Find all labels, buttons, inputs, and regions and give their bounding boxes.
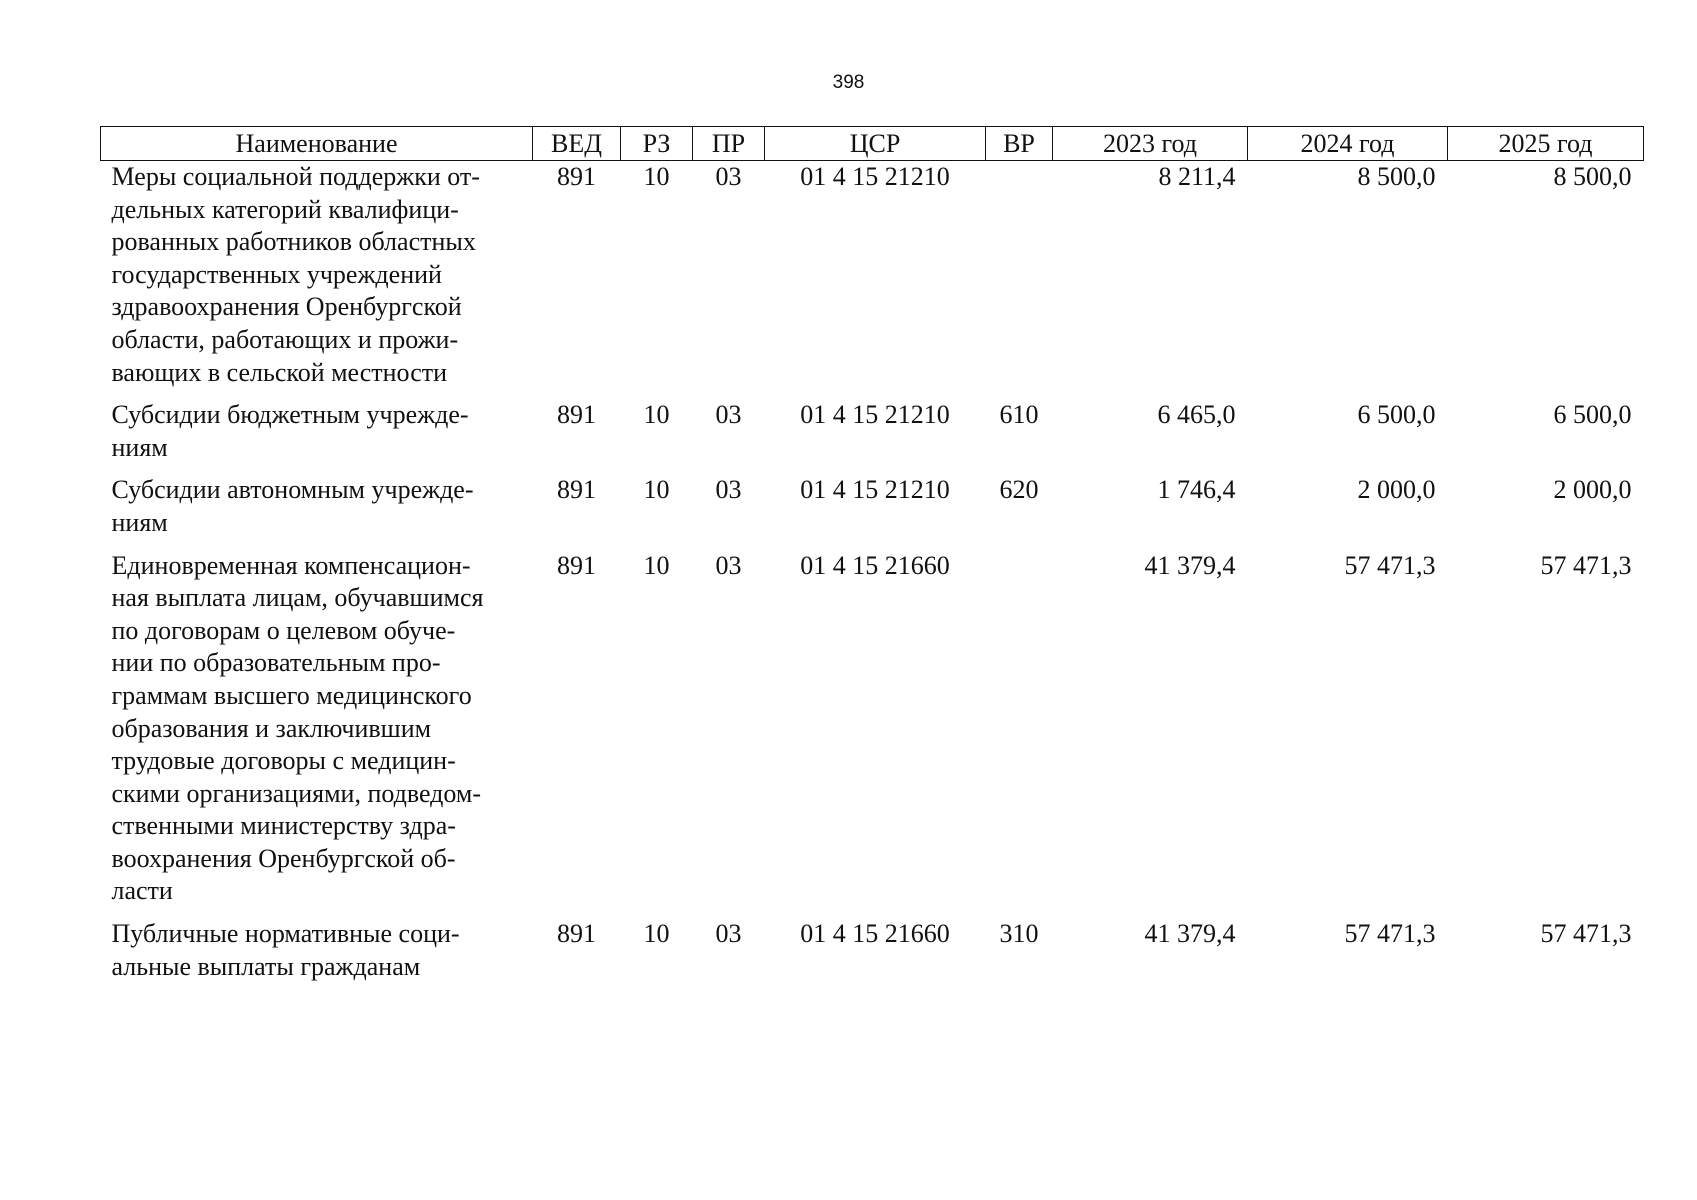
cell-pr: 03 (715, 400, 742, 430)
cell-2023: 41 379,4 (1144, 919, 1236, 949)
header-pr: ПР (693, 127, 765, 161)
cell-2023: 41 379,4 (1144, 550, 1236, 580)
cell-2025: 57 471,3 (1540, 550, 1632, 580)
cell-vr (986, 550, 1053, 919)
header-name: Наименование (101, 127, 533, 161)
cell-2024: 8 500,0 (1357, 162, 1436, 191)
cell-ved: 891 (557, 400, 596, 430)
cell-name: Публичные нормативные соци- альные выплаты гражданам (111, 919, 460, 981)
cell-csr: 01 4 15 21660 (800, 919, 950, 949)
cell-name: Единовременная компенсацион- ная выплата лицам, обучавшимся по договорам о целевом обуче- нии по образовательным про- граммам высшего медицинского образования и заключившим трудовые договоры с медицин- скими организациями, подведом- ственными министерству здра- воохранения Оренбургской об- ласти (111, 550, 484, 906)
budget-table (100, 126, 1644, 993)
cell-rz: 10 (643, 162, 670, 191)
cell-pr: 03 (715, 475, 742, 505)
cell-ved: 891 (557, 550, 596, 580)
page-number: 398 (832, 72, 865, 93)
cell-ved: 891 (557, 475, 596, 505)
cell-2024: 6 500,0 (1357, 400, 1436, 430)
cell-name: Меры социальной поддержки от- дельных категорий квалифици- рованных работников областных государственных учреждений здравоохранения Оренбургской области, работающих и прожи- вающих в сельской местности (111, 162, 480, 387)
cell-ved: 891 (557, 162, 596, 191)
cell-rz: 10 (643, 475, 670, 505)
header-rz: РЗ (621, 127, 693, 161)
table-header (101, 127, 1644, 161)
table-row (101, 550, 1644, 919)
cell-2023: 6 465,0 (1157, 400, 1236, 430)
cell-name: Субсидии бюджетным учрежде- ниям (111, 400, 469, 462)
cell-2024: 2 000,0 (1357, 475, 1436, 505)
header-2025: 2025 год (1448, 127, 1644, 161)
header-row (101, 127, 1644, 161)
cell-rz: 10 (643, 919, 670, 949)
cell-2025: 6 500,0 (1553, 400, 1632, 430)
cell-2024: 57 471,3 (1344, 550, 1436, 580)
header-csr: ЦСР (765, 127, 986, 161)
cell-2025: 57 471,3 (1540, 919, 1632, 949)
cell-rz: 10 (643, 550, 670, 580)
cell-pr: 03 (715, 162, 742, 191)
cell-2023: 8 211,4 (1158, 162, 1236, 191)
cell-2025: 2 000,0 (1553, 475, 1632, 505)
header-2024: 2024 год (1248, 127, 1448, 161)
header-vr: ВР (986, 127, 1053, 161)
cell-vr: 620 (999, 475, 1039, 505)
table-row (101, 918, 1644, 993)
cell-rz: 10 (643, 400, 670, 430)
cell-2025: 8 500,0 (1553, 162, 1632, 191)
table-row (101, 399, 1644, 474)
cell-pr: 03 (715, 919, 742, 949)
cell-2023: 1 746,4 (1157, 475, 1236, 505)
cell-2024: 57 471,3 (1344, 919, 1436, 949)
cell-ved: 891 (557, 919, 596, 949)
table-row (101, 161, 1644, 400)
cell-vr (986, 161, 1053, 400)
cell-vr: 610 (999, 400, 1039, 430)
cell-name: Субсидии автономным учрежде- ниям (111, 475, 474, 537)
cell-csr: 01 4 15 21210 (800, 400, 950, 430)
table-row (101, 474, 1644, 549)
cell-vr: 310 (999, 919, 1039, 949)
cell-csr: 01 4 15 21210 (800, 162, 950, 191)
cell-csr: 01 4 15 21210 (800, 475, 950, 505)
header-ved: ВЕД (533, 127, 621, 161)
cell-pr: 03 (715, 550, 742, 580)
header-2023: 2023 год (1053, 127, 1248, 161)
cell-csr: 01 4 15 21660 (800, 550, 950, 580)
table-body (101, 161, 1644, 994)
